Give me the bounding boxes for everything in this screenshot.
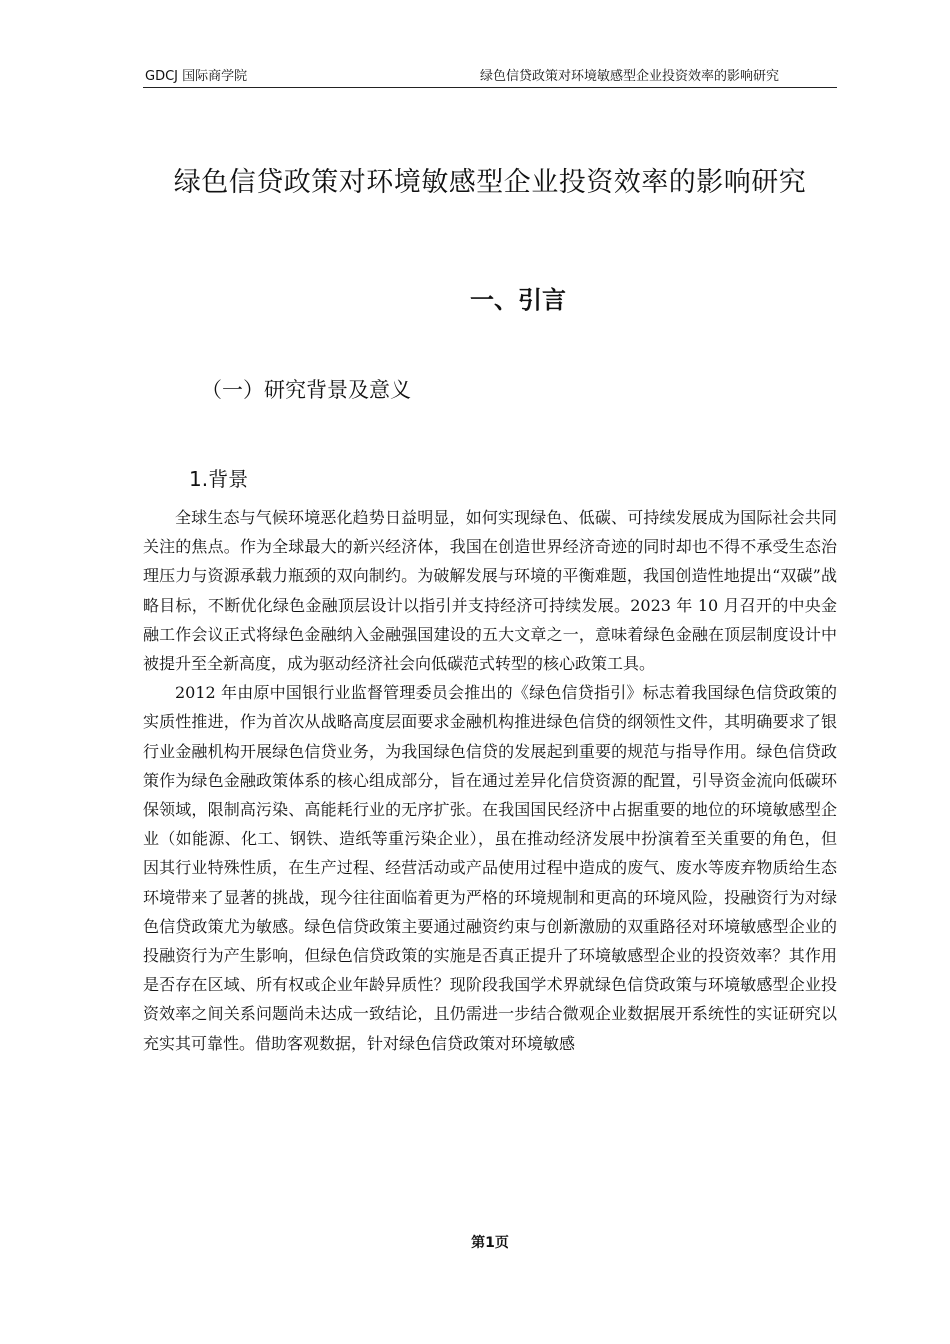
running-header: [143, 67, 837, 88]
paragraph: 2012 年由原中国银行业监督管理委员会推出的《绿色信贷指引》标志着我国绿色信贷政策的实质性推进，作为首次从战略高度层面要求金融机构推进绿色信贷的纲领性文件，其明确要求了银行业金融机构开展绿色信贷业务，为我国绿色信贷的发展起到重要的规范与指导作用。绿色信贷政策作为绿色金融政策体系的核心组成部分，旨在通过差异化信贷资源的配置，引导资金流向低碳环保领域，限制高污染、高能耗行业的无序扩张。在我国国民经济中占据重要的地位的环境敏感型企业（如能源、化工、钢铁、造纸等重污染企业），虽在推动经济发展中扮演着至关重要的角色，但因其行业特殊性质，在生产过程、经营活动或产品使用过程中造成的废气、废水等废弃物质给生态环境带来了显著的挑战，现今往往面临着更为严格的环境规制和更高的环境风险，投融资行为对绿色信贷政策尤为敏感。绿色信贷政策主要通过融资约束与创新激励的双重路径对环境敏感型企业的投融资行为产生影响，但绿色信贷政策的实施是否真正提升了环境敏感型企业的投资效率？其作用是否存在区域、所有权或企业年龄异质性？现阶段我国学术界就绿色信贷政策与环境敏感型企业投资效率之间关系问题尚未达成一致结论，且仍需进一步结合微观企业数据展开系统性的实证研究以充实其可靠性。借助客观数据，针对绿色信贷政策对环境敏感: [143, 683, 837, 1053]
page-number: 第1页: [471, 1235, 509, 1251]
header-institution: GDCJ 国际商学院: [145, 69, 248, 84]
paragraph: 全球生态与气候环境恶化趋势日益明显，如何实现绿色、低碳、可持续发展成为国际社会共同关注的焦点。作为全球最大的新兴经济体，我国在创造世界经济奇迹的同时却也不得不承受生态治理压力与资源承载力瓶颈的双向制约。为破解发展与环境的平衡难题，我国创造性地提出“双碳”战略目标，不断优化绿色金融顶层设计以指引并支持经济可持续发展。2023 年 10 月召开的中央金融工作会议正式将绿色金融纳入金融强国建设的五大文章之一，意味着绿色金融在顶层制度设计中被提升至全新高度，成为驱动经济社会向低碳范式转型的核心政策工具。: [143, 508, 837, 674]
subsection-heading: （一）研究背景及意义: [201, 378, 411, 402]
section-heading: 一、引言: [470, 286, 566, 314]
subsubsection-heading: 1.背景: [189, 467, 249, 491]
body-text: [143, 503, 837, 1058]
header-running-title: 绿色信贷政策对环境敏感型企业投资效率的影响研究: [479, 69, 779, 84]
document-title: 绿色信贷政策对环境敏感型企业投资效率的影响研究: [173, 167, 807, 198]
